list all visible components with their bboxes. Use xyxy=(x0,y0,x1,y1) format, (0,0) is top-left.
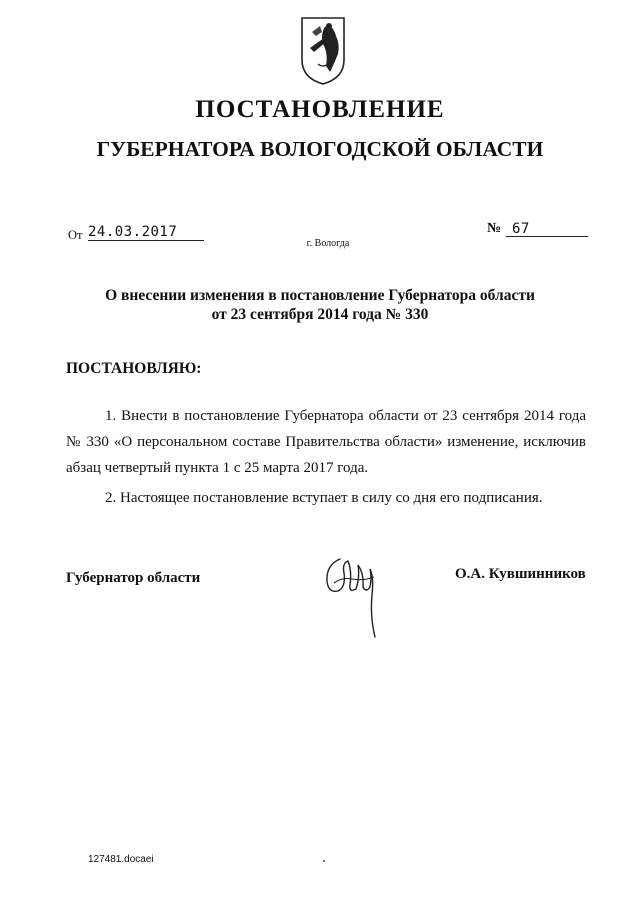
date-prefix: От xyxy=(68,228,83,242)
decree-subject xyxy=(0,286,640,324)
coat-of-arms-emblem xyxy=(298,14,348,86)
paragraph-item-2: 2. Настоящее постановление вступает в силу со дня его подписания. xyxy=(105,490,543,506)
signatory-name: О.А. Кувшинников xyxy=(455,566,586,582)
number-field xyxy=(506,221,588,237)
decree-heading: ПОСТАНОВЛЯЮ: xyxy=(66,360,202,377)
subject-line-1: О внесении изменения в постановление Губернатора области xyxy=(105,287,535,304)
document-title: ПОСТАНОВЛЕНИЕ xyxy=(195,96,445,123)
document-number: 67 xyxy=(512,221,530,237)
footer-filename: 127481.docaei xyxy=(88,854,154,865)
paragraph-item-1 xyxy=(66,403,586,481)
item1-line-1: 1. Внести в постановление Губернатора области от 23 сентября 2014 года xyxy=(105,408,586,424)
handwritten-signature xyxy=(318,547,388,642)
scan-speck xyxy=(323,860,325,862)
subject-line-2: от 23 сентября 2014 года № 330 xyxy=(211,306,429,323)
document-date: 24.03.2017 xyxy=(88,224,178,240)
item1-line-2: № 330 «О персональном составе Правительства области» изменение, исключив xyxy=(66,434,586,450)
number-sign: № xyxy=(487,221,502,236)
city-label: г. Вологда xyxy=(306,238,350,249)
signatory-role: Губернатор области xyxy=(66,570,201,586)
item1-line-3: абзац четвертый пункта 1 с 25 марта 2017 года. xyxy=(66,460,369,476)
document-issuer: ГУБЕРНАТОРА ВОЛОГОДСКОЙ ОБЛАСТИ xyxy=(96,137,544,161)
